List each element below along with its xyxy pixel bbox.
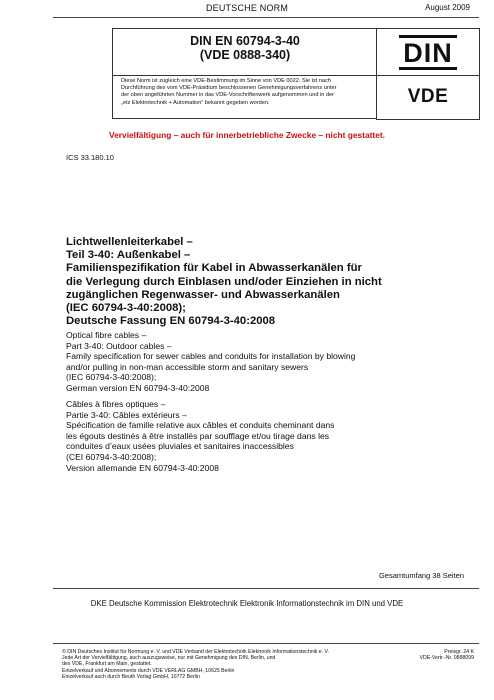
title-german-line: die Verlegung durch Einblasen und/oder Einziehen in nicht [66, 275, 382, 288]
title-german [66, 236, 446, 328]
vde-note-line: Durchführung des vom VDE-Präsidium beschlossenen Genehmigungsverfahrens unter [121, 85, 337, 92]
title-english-line: and/or pulling in non-man accessible storm and sanitary sewers [66, 361, 309, 372]
title-french-line: (CEI 60794-3-40:2008); [66, 451, 157, 462]
dke-line: DKE Deutsche Kommission Elektrotechnik Elektronik Informationstechnik im DIN und VDE [90, 599, 404, 608]
price-group: Preisgr. 24 K [444, 649, 474, 655]
vde-logo-mark: VDE [407, 85, 449, 107]
title-english-line: German version EN 60794-3-40:2008 [66, 382, 210, 393]
title-french-line: conduites d’eaux usées pluviales et sanitaires inaccessibles [66, 441, 294, 452]
title-english-line: Optical fibre cables – [66, 330, 147, 340]
vde-note [112, 74, 376, 119]
vde-note-line: „etz Elektrotechnik + Automation“ bekannt gegeben worden. [121, 99, 270, 106]
price-info [420, 649, 475, 661]
title-english-line: (IEC 60794-3-40:2008); [66, 372, 157, 383]
publication-date: August 2009 [425, 3, 470, 12]
ics-code: ICS 33.180.10 [66, 153, 114, 162]
title-english-line: Family specification for sewer cables and conduits for installation by blowing [66, 351, 356, 362]
din-logo [376, 28, 480, 76]
title-french-line: Câbles à fibres optiques – [66, 399, 166, 409]
norm-type-label: DEUTSCHE NORM [205, 3, 289, 13]
vde-classification-number: (VDE 0888-340) [199, 48, 291, 62]
standard-number-box [112, 28, 377, 76]
dke-top-divider [53, 588, 479, 589]
total-pages: Gesamtumfang 38 Seiten [378, 571, 464, 580]
title-german-line: Familienspezifikation für Kabel in Abwasserkanälen für [66, 262, 362, 275]
title-german-line: Deutsche Fassung EN 60794-3-40:2008 [66, 315, 276, 328]
title-german-line: Teil 3-40: Außenkabel – [66, 249, 191, 262]
header-divider [53, 17, 479, 18]
vde-logo [376, 74, 480, 120]
footer-divider [53, 643, 479, 644]
din-logo-mark: DIN [399, 35, 457, 70]
footer-line: Jede Art der Vervielfältigung, auch auszugsweise, nur mit Genehmigung des DIN, Berlin, und [62, 655, 276, 662]
footer-line: Einzelverkauf auch durch Beuth Verlag GmbH, 10772 Berlin [62, 673, 200, 680]
footer-line: © DIN Deutsches Institut für Normung e. V. und VDE Verband der Elektrotechnik Elektronik Informationstechnik e. V. [62, 649, 329, 655]
title-french-line: les égouts destinés à être installés par soufflage et/ou tirage dans les [66, 430, 330, 441]
title-german-line: zugänglichen Regenwasser- und Abwasserkanälen [66, 288, 340, 301]
title-german-line: Lichtwellenleiterkabel – [66, 236, 193, 248]
title-french-line: Spécification de famille relative aux câbles et conduits cheminant dans [66, 420, 335, 431]
title-french-line: Partie 3-40: Câbles extérieurs – [66, 409, 187, 420]
footer-line: Einzelverkauf und Abonnements durch VDE VERLAG GMBH, 10625 Berlin [62, 667, 235, 674]
reproduction-notice: Vervielfältigung – auch für innerbetriebliche Zwecke – nicht gestattet. [109, 130, 385, 140]
title-french [66, 399, 466, 473]
standard-number: DIN EN 60794-3-40 [190, 34, 300, 48]
vde-note-line: Diese Norm ist zugleich eine VDE-Bestimmung im Sinne von VDE 0022. Sie ist nach [121, 78, 331, 84]
title-english-line: Part 3-40: Outdoor cables – [66, 340, 172, 351]
title-english [66, 330, 466, 394]
vde-note-line: der oben angeführten Nummer in das VDE-Vorschriftenwerk aufgenommen und in der [121, 92, 334, 99]
footer-line: des VDE, Frankfurt am Main, gestattet. [62, 661, 152, 668]
copyright-footer [62, 649, 392, 680]
title-french-line: Version allemande EN 60794-3-40:2008 [66, 462, 219, 473]
title-german-line: (IEC 60794-3-40:2008); [66, 302, 186, 315]
vde-order-number: VDE-Vertr.-Nr. 0888099 [419, 655, 474, 662]
